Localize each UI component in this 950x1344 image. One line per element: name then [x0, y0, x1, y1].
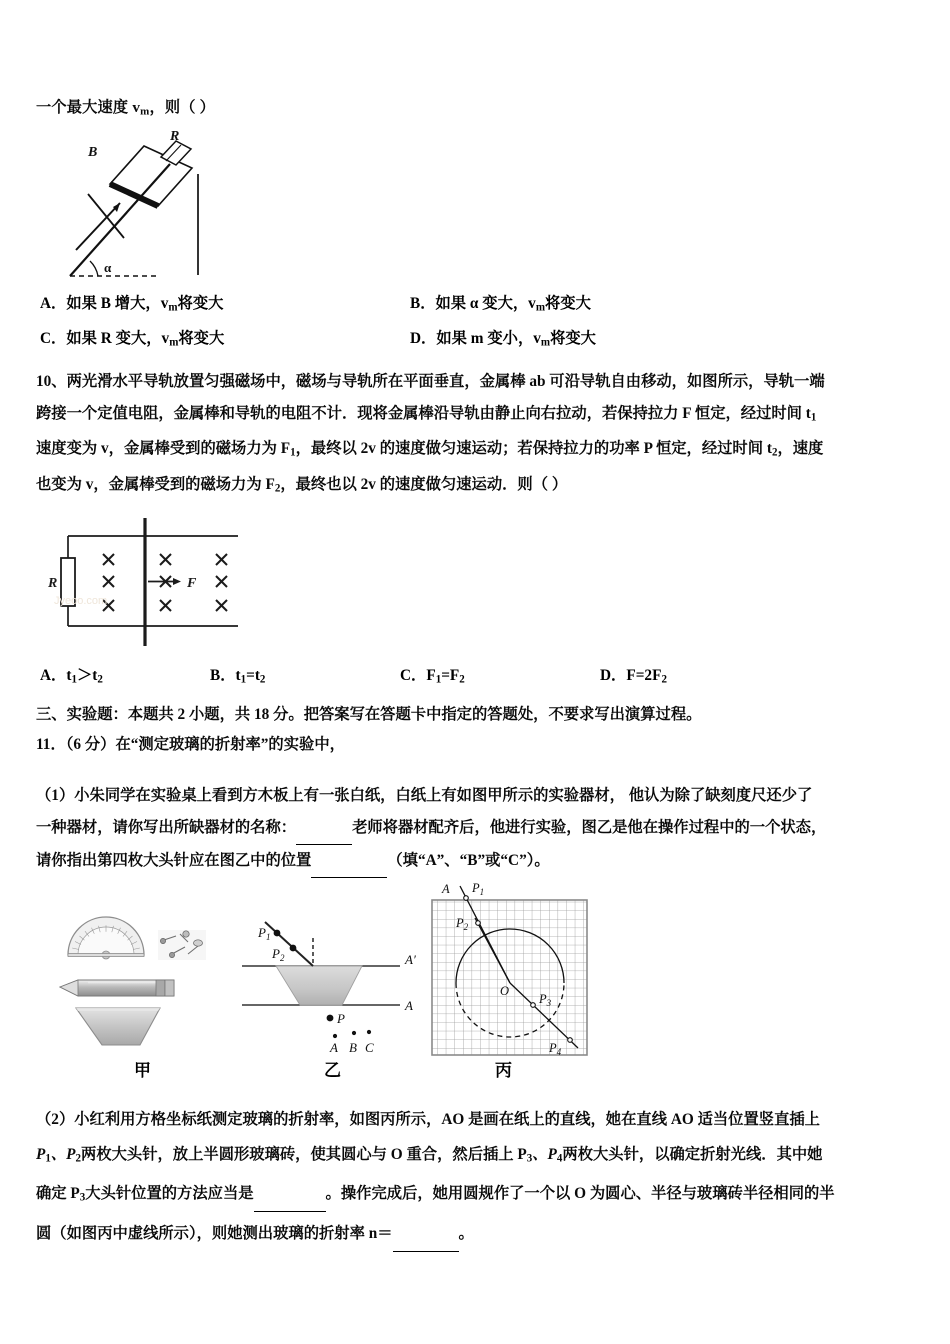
label-p1: $P_1$	[258, 925, 271, 942]
answer-blank-pin-position[interactable]	[311, 845, 387, 878]
trapezoid-glass-brick-icon	[76, 1008, 160, 1045]
label-grid-p1: $P_1$	[472, 881, 485, 897]
q9-option-C-sub: m	[169, 336, 179, 349]
q11-part1-line1-text: （1）小朱同学在实验桌上看到方木板上有一张白纸，白纸上有如图甲所示的实验器材， 他认为除了缺刻度尺还少了	[36, 787, 813, 804]
q10-option-A-sub1: 1	[71, 673, 77, 686]
q9-option-B-tail: 将变大	[545, 295, 591, 312]
watermark-text: Jyeoo.com	[54, 595, 108, 607]
q9-option-A-key: A．	[40, 295, 67, 312]
q9-option-A-text: 如果 B 增大，v	[66, 295, 169, 312]
q10-option-row	[40, 660, 920, 695]
q10-option-B-sub2: 2	[259, 673, 266, 686]
q10-option-C-sub2: 2	[459, 673, 465, 686]
figure-label-yi-text: 乙	[324, 1061, 341, 1080]
q9-stem-end: ，则（ ）	[149, 99, 215, 116]
q10-option-B-mid: =t	[246, 667, 260, 684]
q11-part2-line2-e: 两枚大头针，以确定折射光线．其中她	[562, 1146, 823, 1163]
q11-part2-line3-c: 。操作完成后，她用圆规作了一个以 O 为圆心、半径与玻璃砖半径相同的半	[325, 1185, 835, 1203]
q9-option-D-text: 如果 m 变小，v	[436, 330, 541, 348]
q10-option-D-mid: =2F	[635, 667, 662, 684]
label-grid-p3: $P_3$	[539, 992, 552, 1008]
q10-option-D[interactable]	[600, 660, 667, 695]
magnetic-field-crosses	[103, 554, 227, 611]
q10-option-B-key: B．	[210, 667, 236, 684]
q9-options	[40, 288, 920, 359]
label-grid-p2: $P_2$	[456, 916, 469, 932]
inclined-rail-figure	[58, 128, 228, 283]
q10-option-A-mid: ＞t	[76, 667, 98, 684]
q11-part2-line2	[36, 1137, 920, 1176]
q10-stem-line-3	[36, 433, 920, 469]
q10-stem	[36, 366, 920, 505]
q11-part2-line3-a: 确定 P	[36, 1185, 80, 1203]
q11-part1-line2-b: 老师将器材配齐后，他进行实验，图乙是他在操作过程中的一个状态，	[352, 819, 827, 836]
pin-p1-dot	[274, 930, 281, 937]
q9-option-B-sub: m	[535, 301, 545, 314]
q11-part2-line3	[36, 1176, 920, 1215]
pin-p2-dot	[290, 945, 297, 952]
q10-stem-line-4	[36, 469, 920, 505]
section3-heading-block	[36, 700, 920, 760]
label-p2: $P_2$	[272, 946, 285, 963]
q10-option-C-key: C．	[400, 667, 427, 684]
q9-option-D-key: D．	[410, 330, 437, 348]
label-R-circuit: R	[48, 576, 58, 591]
label-a-prime: A′	[405, 952, 416, 967]
glass-brick-shape	[276, 966, 362, 1005]
label-point-p: P	[337, 1011, 345, 1026]
label-R: R	[170, 129, 180, 144]
choice-b-dot	[352, 1031, 356, 1035]
q10-line4-b: ，最终也以 2v 的速度做匀速运动．则（ ）	[280, 476, 568, 494]
q9-option-D-tail: 将变大	[550, 330, 596, 348]
q11-part2-line2-c: 两枚大头针，放上半圆形玻璃砖，使其圆心与 O 重合，然后插上 P	[81, 1146, 527, 1163]
rail-circuit-figure	[48, 518, 258, 646]
grid-circle-figure	[420, 876, 610, 1062]
q11-part2-line4-a: 圆（如图丙中虚线所示），则她测出玻璃的折射率 n＝	[36, 1224, 393, 1242]
pin-p4-marker	[568, 1038, 573, 1043]
q9-option-C-tail: 将变大	[178, 330, 225, 348]
q10-option-B-var: t	[235, 667, 241, 684]
choice-c-dot	[367, 1030, 371, 1034]
q9-option-C-key: C．	[40, 330, 67, 348]
q9-option-B[interactable]	[410, 288, 591, 323]
q11-part1-line2	[36, 812, 920, 845]
pin-p2-marker	[476, 921, 481, 926]
answer-blank-p3-method[interactable]	[254, 1176, 326, 1212]
q11-part2-p1: P	[36, 1146, 46, 1163]
label-a: A	[405, 998, 413, 1013]
q10-option-B[interactable]	[210, 660, 400, 695]
q11-part1-line3-b: （填“A”、“B”或“C”）。	[387, 852, 550, 869]
label-point-A: A	[442, 882, 450, 896]
section3-heading	[36, 700, 920, 730]
q9-option-D-sub: m	[540, 336, 551, 349]
q9-stem-sub: m	[140, 105, 150, 118]
figure-label-bing	[495, 1056, 512, 1081]
figure-label-jia-text: 甲	[134, 1061, 151, 1080]
q10-option-C[interactable]	[400, 660, 600, 695]
q10-option-A-var: t	[66, 667, 72, 684]
q10-line4-sub: 2	[274, 482, 281, 495]
q11-part2-line1	[36, 1102, 920, 1137]
q10-option-C-mid: =F	[441, 667, 460, 684]
q11-part2-p4: 、P	[532, 1146, 557, 1163]
q10-line3-b: ，最终以 2v 的速度做匀速运动；若保持拉力的功率 P 恒定，经过时间 t	[295, 440, 772, 458]
q11-part1	[36, 780, 920, 878]
q10-line3-c: ，速度	[777, 440, 824, 458]
figure-label-yi	[324, 1056, 341, 1081]
q9-option-D[interactable]	[410, 323, 596, 358]
q10-line3-sub1: 1	[290, 446, 296, 459]
protractor-icon	[68, 917, 144, 959]
label-B: B	[88, 145, 98, 160]
force-arrow-head	[173, 578, 181, 585]
q11-part2-p3-sub: 3	[526, 1152, 533, 1165]
q9-option-C[interactable]	[40, 323, 410, 358]
choice-a-dot	[333, 1034, 337, 1038]
section3-heading-text: 三、实验题：本题共 2 小题，共 18 分。把答案写在答题卡中指定的答题处，不要求写出演算过程。	[36, 706, 702, 723]
q10-line4-a: 也变为 v，金属棒受到的磁场力为 F	[36, 476, 275, 494]
q11-part2-line1-text: （2）小红利用方格坐标纸测定玻璃的折射率，如图丙所示，AO 是画在纸上的直线，她在直线 AO 适当位置竖直插上	[36, 1111, 820, 1128]
q10-option-A-key: A．	[40, 667, 67, 684]
q10-line1-text: 10、两光滑水平导轨放置匀强磁场中，磁场与导轨所在平面垂直，金属棒 ab 可沿导轨自由移动，如图所示，导轨一端	[36, 373, 825, 390]
q11-part1-line2-a: 一种器材，请你写出所缺器材的名称：	[36, 819, 297, 836]
q11-part2-p1-sub: 1	[45, 1152, 51, 1165]
q10-stem-line-2	[36, 398, 920, 434]
q9-option-A[interactable]	[40, 288, 410, 323]
label-grid-p4: $P_4$	[549, 1041, 562, 1057]
q11-part2-p2: 、P	[50, 1146, 76, 1163]
q11-part1-line1	[36, 780, 920, 812]
q9-option-row-1	[40, 288, 920, 323]
apparatus-figure	[48, 912, 248, 1062]
label-choice-c: C	[365, 1040, 374, 1055]
q11-part2	[36, 1102, 920, 1252]
q11-part2-line3-sub: 3	[79, 1191, 86, 1204]
figure-label-jia	[134, 1056, 151, 1081]
q9-option-B-text: 如果 α 变大，v	[435, 295, 536, 312]
q10-options	[40, 660, 920, 695]
q10-option-C-var: F	[426, 667, 436, 684]
q10-line3-sub2: 2	[771, 446, 778, 459]
q9-option-B-key: B．	[410, 295, 436, 312]
figure-label-bing-text: 丙	[495, 1061, 512, 1080]
q10-option-A-sub2: 2	[97, 673, 103, 686]
pencil-icon	[60, 980, 174, 996]
q11-part2-line4-b: 。	[458, 1224, 474, 1242]
answer-blank-equipment[interactable]	[296, 812, 352, 845]
q10-option-D-sub2: 2	[661, 673, 667, 686]
pin-p1-marker	[464, 896, 469, 901]
q9-option-A-sub: m	[168, 301, 178, 314]
label-alpha: α	[104, 260, 112, 275]
q11-part2-line4	[36, 1216, 920, 1252]
q9-stem-text: 一个最大速度 v	[36, 99, 141, 116]
q11-part2-p4-sub: 4	[556, 1152, 563, 1165]
point-p-dot	[327, 1015, 334, 1022]
label-choice-a: A	[330, 1040, 338, 1055]
label-center-O: O	[500, 984, 510, 998]
answer-blank-refractive-index[interactable]	[393, 1216, 459, 1252]
pins-icon	[158, 930, 206, 960]
q10-option-B-sub1: 1	[240, 673, 247, 686]
ray-trace-figure	[238, 912, 423, 1057]
label-F-force: F	[187, 576, 197, 591]
q10-line2-text: 跨接一个定值电阻，金属棒和导轨的电阻不计．现将金属棒沿导轨由静止向右拉动，若保持拉力 F 恒定，经过时间 t	[36, 404, 811, 422]
q9-stem-tail	[36, 96, 215, 120]
q11-part2-p2-sub: 2	[75, 1152, 82, 1165]
label-choice-b: B	[349, 1040, 357, 1055]
q10-option-A[interactable]	[40, 660, 210, 695]
q11-part1-line3	[36, 845, 920, 878]
q9-option-C-text: 如果 R 变大，v	[66, 330, 170, 348]
q11-title-text: 11．（6 分）在“测定玻璃的折射率”的实验中，	[36, 736, 345, 753]
q10-stem-line-1	[36, 366, 920, 398]
pin-p3-marker	[531, 1003, 536, 1008]
q10-line2-sub: 1	[810, 410, 817, 423]
q9-option-row-2	[40, 323, 920, 358]
q10-option-C-sub1: 1	[435, 673, 442, 686]
q10-option-D-key: D．	[600, 667, 627, 684]
q11-title	[36, 730, 920, 760]
q11-part1-line3-a: 请你指出第四枚大头针应在图乙中的位置	[36, 852, 312, 869]
q10-line3-a: 速度变为 v，金属棒受到的磁场力为 F	[36, 440, 291, 458]
q9-option-A-tail: 将变大	[177, 295, 224, 312]
q10-option-D-var: F	[626, 667, 636, 684]
q11-part2-line3-b: 大头针位置的方法应当是	[85, 1185, 254, 1203]
